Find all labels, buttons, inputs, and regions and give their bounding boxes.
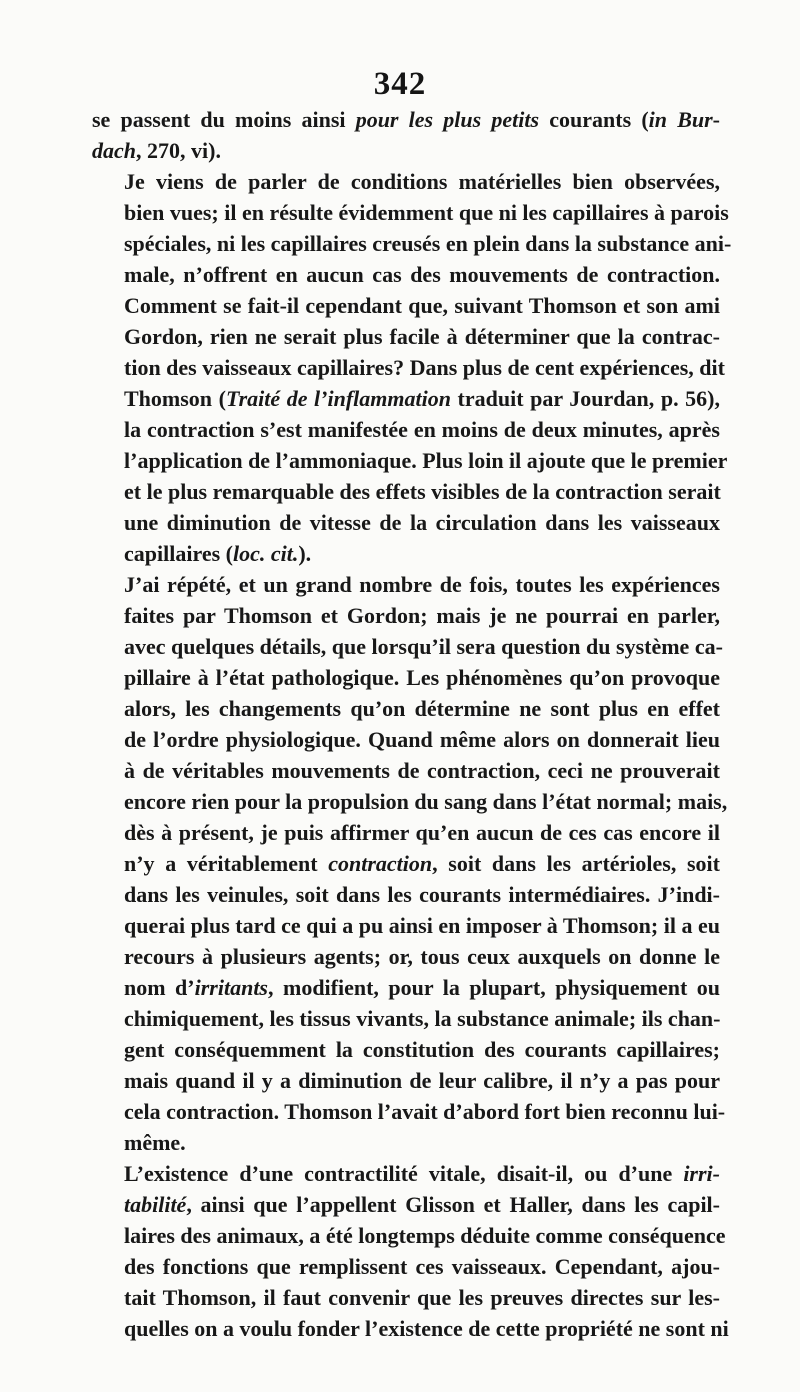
- italic-text: dach: [92, 138, 136, 163]
- italic-text: pour les plus petits: [355, 107, 540, 132]
- text-line: [92, 197, 729, 228]
- text-run: Thomson (: [124, 386, 226, 411]
- text-run: ).: [298, 541, 312, 566]
- text-run: tion des vaisseaux capillaires? Dans plus de cent expériences, dit: [124, 355, 725, 380]
- text-run: tait Thomson, il faut convenir que les preuves directes sur les-: [124, 1285, 720, 1310]
- text-line: [92, 693, 720, 724]
- text-line: [92, 879, 720, 910]
- text-line: [92, 1065, 720, 1096]
- text-line: [92, 445, 728, 476]
- text-run: male, n’offrent en aucun cas des mouvements de contraction.: [124, 262, 720, 287]
- text-line: [92, 724, 720, 755]
- text-line: [92, 1220, 726, 1251]
- text-run: L’existence d’une contractilité vitale, disait-il, ou d’une: [124, 1161, 684, 1186]
- paragraph-p1: [92, 104, 720, 166]
- text-run: se passent du moins ainsi: [92, 107, 356, 132]
- text-run: quelles on a voulu fonder l’existence de cette propriété ne sont ni: [124, 1316, 729, 1341]
- text-run: bien vues; il en résulte évidemment que ni les capillaires à parois: [124, 200, 729, 225]
- text-line: [92, 1189, 720, 1220]
- text-line: [92, 1127, 720, 1158]
- text-run: même.: [124, 1130, 186, 1155]
- text-run: -: [712, 107, 720, 132]
- text-line: [92, 1282, 720, 1313]
- text-line: [92, 1096, 726, 1127]
- text-line: [92, 166, 720, 197]
- text-run: et le plus remarquable des effets visibles de la contraction serait: [124, 479, 721, 504]
- text-run: nom d’: [124, 975, 195, 1000]
- text-run: J’ai répété, et un grand nombre de fois, toutes les expériences: [124, 572, 720, 597]
- text-run: chimiquement, les tissus vivants, la substance animale; ils chan-: [124, 1006, 721, 1031]
- text-run: n’y a véritablement: [124, 851, 329, 876]
- text-run: , 270, vi).: [136, 138, 221, 163]
- text-line: [92, 1003, 720, 1034]
- text-run: cela contraction. Thomson l’avait d’abord fort bien reconnu lui-: [124, 1099, 726, 1124]
- paragraph-p2: [92, 166, 732, 569]
- text-run: recours à plusieurs agents; or, tous ceux auxquels on donne le: [124, 944, 720, 969]
- text-line: [92, 259, 720, 290]
- text-run: mais quand il y a diminution de leur calibre, il n’y a pas pour: [124, 1068, 720, 1093]
- text-run: traduit par Jourdan, p. 56),: [450, 386, 721, 411]
- text-run: pillaire à l’état pathologique. Les phénomènes qu’on provoque: [124, 665, 720, 690]
- text-run: de l’ordre physiologique. Quand même alors on donnerait lieu: [124, 727, 720, 752]
- text-run: courants (: [539, 107, 649, 132]
- text-line: [92, 1313, 729, 1344]
- text-run: alors, les changements qu’on détermine ne sont plus en effet: [124, 696, 720, 721]
- text-run: querai plus tard ce qui a pu ainsi en imposer à Thomson; il a eu: [124, 913, 720, 938]
- text-line: [92, 910, 720, 941]
- text-line: [92, 631, 723, 662]
- italic-text: loc. cit.: [232, 541, 299, 566]
- italic-text: in Bur: [648, 107, 713, 132]
- text-line: [92, 569, 720, 600]
- text-line: [92, 662, 720, 693]
- text-run: , soit dans les artérioles, soit: [432, 851, 720, 876]
- text-run: , ainsi que l’appellent Glisson et Haller, dans les capil-: [186, 1192, 720, 1217]
- text-line: [92, 352, 725, 383]
- text-run: , modifient, pour la plupart, physiquement ou: [268, 975, 720, 1000]
- text-run: la contraction s’est manifestée en moins de deux minutes, après: [124, 417, 720, 442]
- text-line: [92, 817, 720, 848]
- text-line: [92, 135, 720, 166]
- text-line: [92, 507, 720, 538]
- text-run: spéciales, ni les capillaires creusés en plein dans la substance ani-: [124, 231, 732, 256]
- text-line: [92, 848, 720, 879]
- text-line: [92, 290, 720, 321]
- italic-text: tabilité: [124, 1192, 187, 1217]
- text-run: dès à présent, je puis affirmer qu’en aucun de ces cas encore il: [124, 820, 720, 845]
- text-line: [92, 383, 720, 414]
- italic-text: Traité de l’inflammation: [225, 386, 451, 411]
- body-text: [92, 104, 732, 1344]
- text-run: capillaires (: [124, 541, 233, 566]
- text-line: [92, 228, 732, 259]
- text-line: [92, 972, 720, 1003]
- text-run: à de véritables mouvements de contraction, ceci ne prouverait: [124, 758, 720, 783]
- page-number: 342: [373, 66, 427, 102]
- text-run: Je viens de parler de conditions matérielles bien observées,: [124, 169, 720, 194]
- text-line: [92, 1034, 720, 1065]
- text-run: Gordon, rien ne serait plus facile à déterminer que la contrac-: [124, 324, 720, 349]
- text-line: [92, 941, 720, 972]
- text-line: [92, 104, 720, 135]
- text-run: faites par Thomson et Gordon; mais je ne pourrai en parler,: [124, 603, 720, 628]
- paragraph-p3: [92, 569, 728, 1158]
- text-run: encore rien pour la propulsion du sang dans l’état normal; mais,: [124, 789, 728, 814]
- text-line: [92, 476, 720, 507]
- text-run: Comment se fait-il cependant que, suivant Thomson et son ami: [124, 293, 720, 318]
- text-run: des fonctions que remplissent ces vaisseaux. Cependant, ajou-: [124, 1254, 720, 1279]
- text-line: [92, 1158, 720, 1189]
- text-run: dans les veinules, soit dans les courants intermédiaires. J’indi-: [124, 882, 720, 907]
- text-run: une diminution de vitesse de la circulation dans les vaisseaux: [124, 510, 720, 535]
- text-run: gent conséquemment la constitution des courants capillaires;: [124, 1037, 720, 1062]
- text-line: [92, 414, 720, 445]
- text-run: l’application de l’ammoniaque. Plus loin il ajoute que le premier: [124, 448, 728, 473]
- italic-text: irritants: [194, 975, 268, 1000]
- text-line: [92, 1251, 720, 1282]
- text-line: [92, 755, 720, 786]
- text-line: [92, 538, 720, 569]
- italic-text: irri-: [683, 1161, 720, 1186]
- text-run: avec quelques détails, que lorsqu’il sera question du système ca-: [124, 634, 723, 659]
- text-run: laires des animaux, a été longtemps déduite comme conséquence: [124, 1223, 726, 1248]
- text-line: [92, 786, 728, 817]
- paragraph-p4: [92, 1158, 729, 1344]
- text-line: [92, 600, 720, 631]
- text-line: [92, 321, 720, 352]
- italic-text: contraction: [328, 851, 433, 876]
